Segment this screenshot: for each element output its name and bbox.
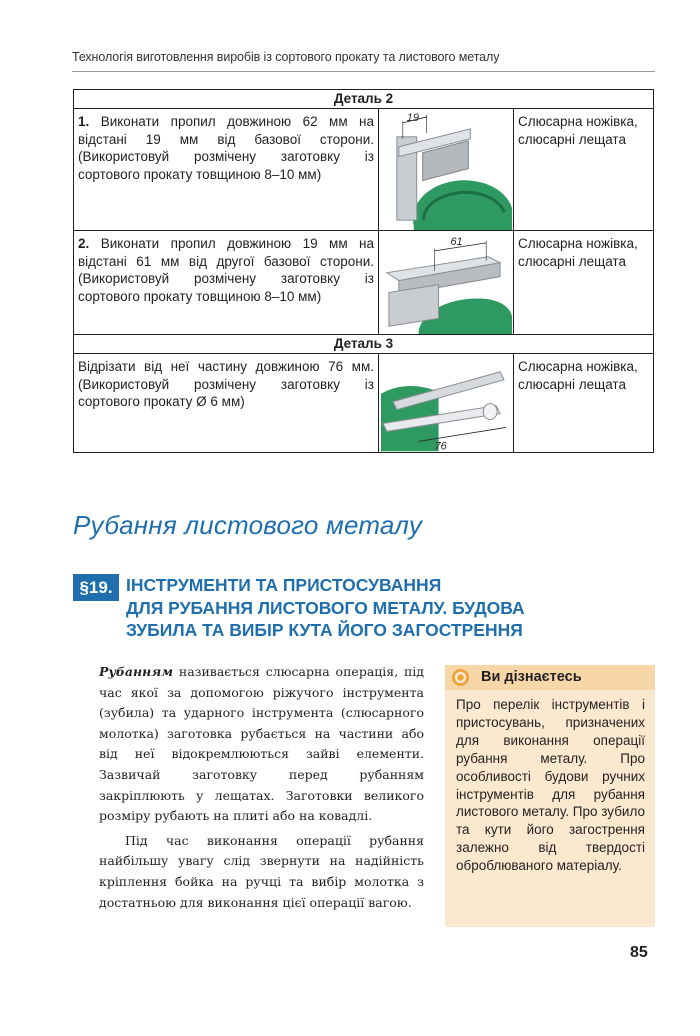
section-header-detail-3: Деталь 3 [74, 335, 654, 354]
section-title-line: ДЛЯ РУБАННЯ ЛИСТОВОГО МЕТАЛУ. БУДОВА [126, 597, 525, 618]
step-number: 1. [78, 114, 90, 129]
section-number-badge: §19. [73, 574, 119, 601]
learning-goals-text: Про перелік інструментів і пристосувань, призначених для виконання операції рубання металу. Про особливості будови ручних інструментів для рубання листового металу. Про зубило та кути його загострення залежно від твердості оброблюваного матеріалу. [456, 697, 645, 874]
learning-goals-box [445, 665, 655, 927]
table-section-header [74, 335, 654, 354]
figure-cell [379, 231, 514, 335]
target-icon [451, 668, 470, 687]
table-row [74, 231, 654, 335]
section-header-detail-2: Деталь 2 [74, 90, 654, 109]
task-cell [74, 109, 379, 231]
body-text [99, 662, 424, 913]
learning-goals-heading: Ви дізнаєтесь [481, 669, 582, 685]
sawing-cut-figure-2 [379, 231, 513, 334]
task-text: Відрізати від неї частину довжиною 76 мм. (Використовуй розмічену заготовку із сортового прокату Ø 6 мм) [78, 359, 374, 410]
table-section-header [74, 90, 654, 109]
sawing-cut-figure-1 [379, 109, 513, 230]
table-row [74, 354, 654, 452]
page-number: 85 [630, 944, 648, 961]
task-text: Виконати пропил довжиною 19 мм на відстані 61 мм від другої базової сторони. (Використовуй розмічену заготовку із сортового прокату товщиною 8–10 мм) [78, 236, 374, 304]
rod-cutting-figure [379, 354, 513, 451]
task-text: Виконати пропил довжиною 62 мм на відстані 19 мм від базової сторони. (Використовуй розмічену заготовку із сортового прокату товщиною 8–10 мм) [78, 114, 374, 182]
tools-cell: Слюсарна ножівка, слюсарні лещата [514, 109, 654, 231]
operations-table [73, 89, 654, 453]
paragraph [99, 662, 424, 827]
task-cell [74, 231, 379, 335]
part-title: Рубання листового металу [73, 510, 423, 540]
section-title-line: ІНСТРУМЕНТИ ТА ПРИСТОСУВАННЯ [126, 575, 442, 595]
running-header: Технологія виготовлення виробів із сортового прокату та листового металу [72, 50, 500, 64]
learning-goals-header [445, 665, 655, 690]
paragraph-text: називається слюсарна операція, під час якої за допомогою ріжучого інструмента (зубила) та ударного інструмента (слюсарного молотка) заготовка рубається на частини або від неї відокремлюються зайві елементи. Зазвичай заготовку перед рубанням закріплюють у лещатах. Заготовки великого розміру рубають на плиті або на ковадлі. [99, 664, 424, 824]
dimension-label: 19 [406, 111, 419, 124]
section-title-line: ЗУБИЛА ТА ВИБІР КУТА ЙОГО ЗАГОСТРЕННЯ [126, 620, 523, 640]
vise-block [389, 285, 439, 327]
figure-cell [379, 109, 514, 231]
rod-end [483, 404, 497, 420]
tools-cell: Слюсарна ножівка, слюсарні лещата [514, 231, 654, 335]
table-row [74, 109, 654, 231]
dimension-label: 76 [434, 440, 447, 452]
dimension-label: 61 [450, 235, 463, 248]
paragraph: Під час виконання операції рубання найбільшу увагу слід звернути на надійність кріплення бойка на ручці та вибір молотка з достатньою для виконання цієї операції вагою. [99, 832, 424, 910]
section-title [126, 574, 626, 642]
tools-cell: Слюсарна ножівка, слюсарні лещата [514, 354, 654, 452]
header-divider [72, 71, 655, 72]
figure-cell [379, 354, 514, 452]
task-cell [74, 354, 379, 452]
defined-term: Рубанням [99, 664, 174, 679]
step-number: 2. [78, 236, 90, 252]
